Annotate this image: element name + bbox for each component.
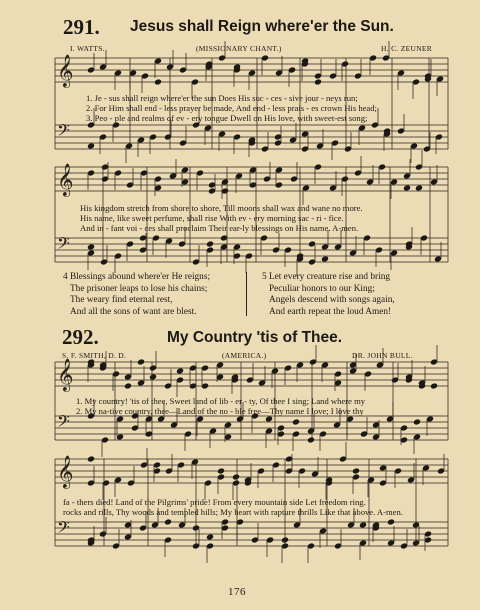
note-head <box>217 467 225 474</box>
bass-clef-icon: 𝄢 <box>57 120 70 144</box>
note-head <box>430 382 438 389</box>
note-head <box>206 240 214 247</box>
treble-clef-icon: 𝄞 <box>57 54 74 87</box>
hymn-291-verse-2-line: 2. For Him shall end - less prayer be made, And end - less prais - es crown His head; <box>86 103 377 113</box>
note-head <box>87 243 95 250</box>
bass-clef-icon: 𝄢 <box>57 233 70 257</box>
treble-clef-icon: 𝄞 <box>57 358 74 391</box>
note-head <box>206 533 214 540</box>
page-number: 176 <box>228 586 246 598</box>
stanza-5-line-2: Peculiar honors to our King; <box>269 283 375 294</box>
note-head <box>154 78 162 85</box>
stanza-divider <box>246 272 247 316</box>
note-head <box>307 436 315 443</box>
treble-clef-icon: 𝄞 <box>57 163 74 196</box>
hymn-291-verse-2-line-b: His name, like sweet perfume, shall rise With ev - ery morning sac - ri - fice. <box>80 213 344 223</box>
note-head <box>137 358 145 365</box>
hymn-291-author: I. WATTS. <box>70 44 105 53</box>
bass-clef-icon: 𝄢 <box>57 411 70 435</box>
note-head <box>359 521 367 528</box>
note-head <box>149 373 157 380</box>
hymn-292-tune: (AMERICA.) <box>222 351 267 360</box>
note-head <box>87 142 95 149</box>
stanza-5-line-4: And earth repeat the loud Amen! <box>269 306 392 317</box>
hymn-291-stanza-5 <box>262 272 395 318</box>
treble-clef-icon: 𝄞 <box>57 455 74 488</box>
note-head <box>176 367 184 374</box>
hymn-291-verse-3-line-b: And in - fant voi - ces shall proclaim Their ear-ly blessings on His name. A-men. <box>80 223 359 233</box>
hymn-292-author: S. F. SMITH, D. D. <box>62 351 127 360</box>
stanza-5-line-1: 5 Let every creature rise and bring <box>262 272 391 282</box>
note-head <box>87 455 95 462</box>
stanza-4-line-4: And all the sons of want are blest. <box>70 306 197 317</box>
hymn-291-composer: H. C. ZEUNER <box>381 44 433 53</box>
note-head <box>352 467 360 474</box>
note-head <box>321 255 329 262</box>
note-head <box>292 418 300 425</box>
note-head <box>413 418 421 425</box>
stanza-4-line-2: The prisoner leaps to lose his chains; <box>70 283 208 294</box>
note-head <box>124 382 132 389</box>
hymn-292-verse-2-line-b: rocks and rills, Thy woods and templed hills; My heart with rapture thrills Like that above. A-men. <box>63 507 403 517</box>
stanza-4-line-1: 4 Blessings abound where'er He reigns; <box>63 272 211 282</box>
bass-clef-icon: 𝄢 <box>57 517 70 541</box>
stanza-4-line-3: The weary find eternal rest, <box>70 295 173 306</box>
hymn-291-verse-1-line: 1. Je - sus shall reign where'er the sun Does His suc - ces - sive jour - neys run; <box>86 93 358 103</box>
hymn-292-composer: DR. JOHN BULL. <box>352 351 413 360</box>
hymn-292-verse-1-line-b: fa - thers died! Land of the Pilgrims' pride! From every mountain side Let freedom ring. <box>63 497 366 507</box>
hymn-291-verse-3-line: 3. Peo - ple and realms of ev - ery tongue Dwell on His love, with sweet-est song; <box>86 113 368 123</box>
hymn-291-verse-1-line-b: His kingdom stretch from shore to shore, Till moons shall wax and wane no more. <box>80 203 363 213</box>
hymn-292-number: 292. <box>62 325 99 349</box>
note-head <box>314 78 322 85</box>
note-head <box>415 184 423 191</box>
note-head <box>164 518 172 525</box>
hymn-291-tune: (MISSIONARY CHANT.) <box>196 44 282 53</box>
note-head <box>403 184 411 191</box>
note-head <box>265 415 273 422</box>
hymn-291-stanza-4 <box>63 272 210 318</box>
note-head <box>232 473 240 480</box>
hymn-292-title: My Country 'tis of Thee. <box>167 329 343 346</box>
hymn-292-verse-1-line: 1. My country! 'tis of thee, Sweet land of lib - er - ty, Of thee I sing; Land where my <box>76 396 366 406</box>
hymn-292-verse-2-line: 2. My na-tive country, thee—Land of the no - ble free—Thy name I love; I love thy <box>76 406 364 416</box>
hymn-291-number: 291. <box>63 15 100 39</box>
hymn-291-title: Jesus shall Reign where'er the Sun. <box>130 18 394 35</box>
stanza-5-line-3: Angels descend with songs again, <box>269 295 395 306</box>
note-head <box>387 518 395 525</box>
